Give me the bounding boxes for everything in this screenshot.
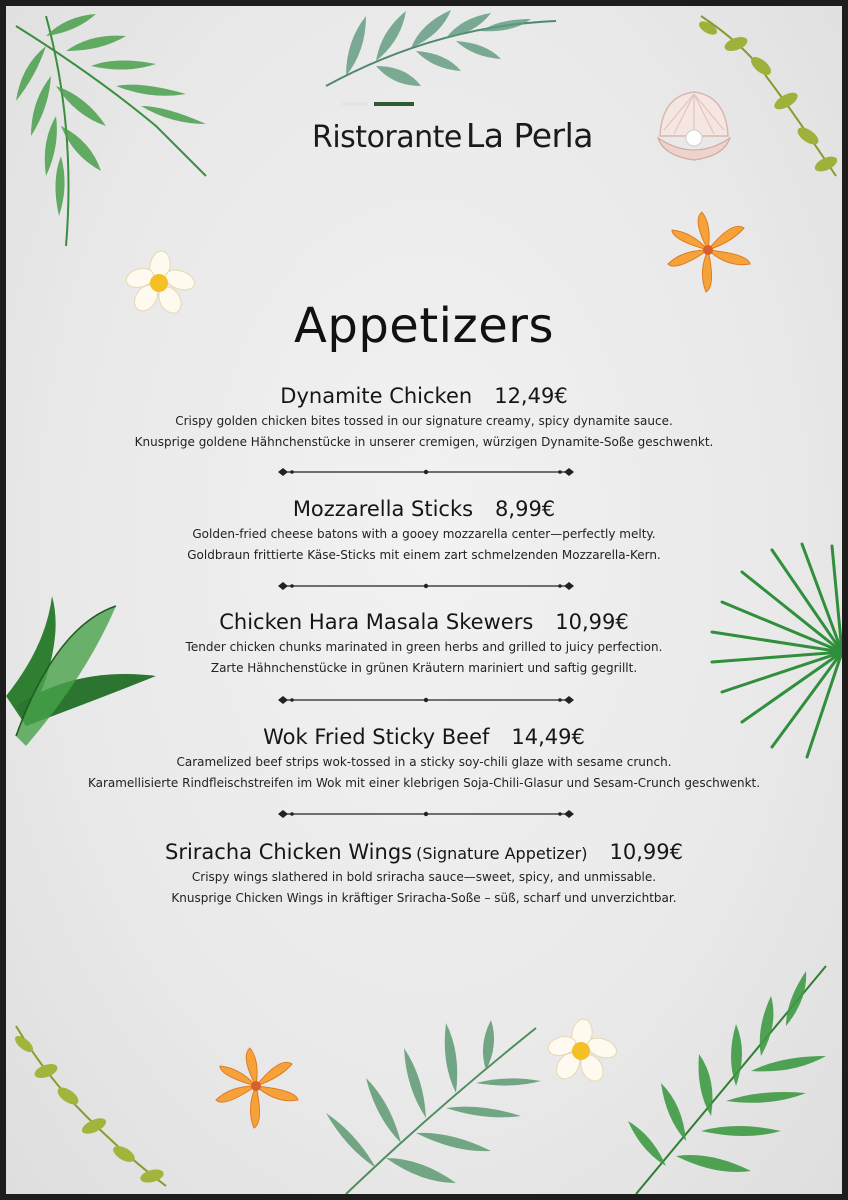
item-description-en: Golden-fried cheese batons with a gooey mozzarella center—perfectly melty. <box>192 527 656 541</box>
item-price: 10,99€ <box>609 840 683 864</box>
item-description-en: Caramelized beef strips wok-tossed in a sticky soy-chili glaze with sesame crunch. <box>176 755 672 769</box>
item-subtitle: (Signature Appetizer) <box>416 844 588 863</box>
item-description-de: Goldbraun frittierte Käse-Sticks mit einem zart schmelzenden Mozzarella-Kern. <box>187 548 661 562</box>
item-price: 14,49€ <box>511 725 585 749</box>
palm-leaf-icon <box>316 6 566 96</box>
item-heading <box>6 610 842 634</box>
ornament-divider <box>276 580 576 592</box>
item-description-de: Zarte Hähnchenstücke in grünen Kräutern mariniert und saftig gegrillt. <box>210 661 638 675</box>
lily-flower-icon <box>210 1046 302 1130</box>
vine-icon <box>6 1016 176 1194</box>
item-description-de: Karamellisierte Rindfleischstreifen im Wok mit einer klebrigen Soja-Chili-Glasur und Sesam-Crunch geschwenkt. <box>87 776 761 790</box>
palm-leaf-icon <box>306 1018 566 1194</box>
menu-item <box>6 725 842 794</box>
item-heading <box>6 384 842 408</box>
palm-leaf-icon <box>626 956 842 1194</box>
item-heading <box>6 840 842 864</box>
item-name: Sriracha Chicken Wings <box>165 840 413 864</box>
pearl-shell-icon <box>652 86 736 170</box>
menu-page <box>6 6 842 1194</box>
lily-flower-icon <box>662 210 754 294</box>
restaurant-name-part1: Ristorante <box>312 120 462 155</box>
plumeria-flower-icon <box>546 1018 618 1084</box>
item-name: Dynamite Chicken <box>280 384 473 408</box>
ornament-divider <box>276 808 576 820</box>
menu-item <box>6 610 842 679</box>
item-name: Wok Fried Sticky Beef <box>263 725 490 749</box>
item-description-de: Knusprige Chicken Wings in kräftiger Sriracha-Soße – süß, scharf und unverzichtbar. <box>171 891 677 905</box>
palm-leaf-icon <box>6 6 226 256</box>
item-price: 12,49€ <box>494 384 568 408</box>
menu-item <box>6 840 842 909</box>
item-name: Mozzarella Sticks <box>292 497 474 521</box>
menu-item <box>6 497 842 566</box>
restaurant-name-part2: La Perla <box>465 116 593 155</box>
item-description-en: Tender chicken chunks marinated in green herbs and grilled to juicy perfection. <box>185 640 663 654</box>
item-heading <box>6 725 842 749</box>
item-description-de: Knusprige goldene Hähnchenstücke in unserer cremigen, würzigen Dynamite-Soße geschwenkt. <box>134 435 714 449</box>
item-description-en: Crispy golden chicken bites tossed in our signature creamy, spicy dynamite sauce. <box>175 414 673 428</box>
item-name: Chicken Hara Masala Skewers <box>219 610 534 634</box>
item-price: 10,99€ <box>555 610 629 634</box>
menu-item <box>6 384 842 453</box>
ornament-divider <box>276 466 576 478</box>
ornament-divider <box>276 694 576 706</box>
restaurant-name <box>312 116 593 155</box>
item-heading <box>6 497 842 521</box>
item-description-en: Crispy wings slathered in bold sriracha sauce—sweet, spicy, and unmissable. <box>191 870 657 884</box>
section-title: Appetizers <box>294 298 554 354</box>
item-price: 8,99€ <box>495 497 556 521</box>
